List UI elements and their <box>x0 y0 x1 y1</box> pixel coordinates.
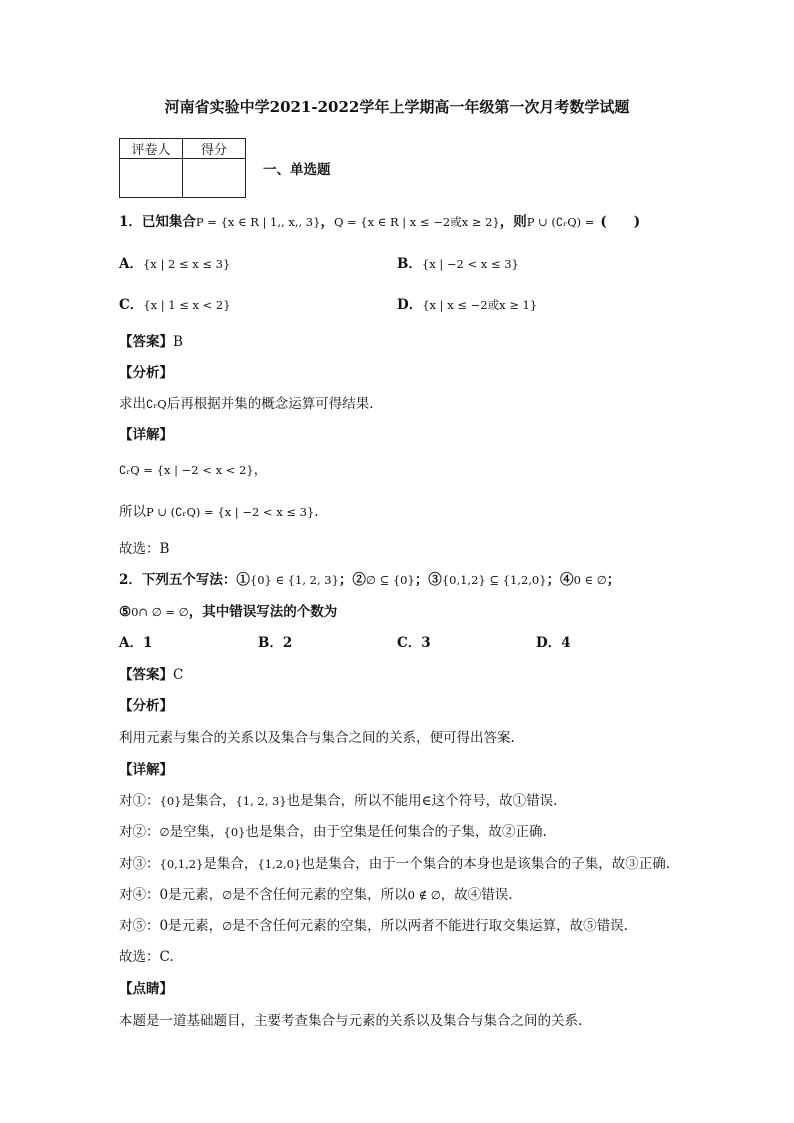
q2-option-d: D．4 <box>536 635 571 651</box>
score-table-score-cell <box>183 159 246 198</box>
q2-detail-line5 <box>119 917 628 935</box>
q1-paren: ( ) <box>600 214 641 230</box>
q2-d5a: 对⑤：0是元素， <box>119 918 223 934</box>
q2-d1m2: {1, 2, 3} <box>235 794 287 808</box>
score-table-score-header: 得分 <box>183 139 246 159</box>
q1-detail1-math: ∁ᵣQ = {x | −2 < x < 2} <box>119 463 254 477</box>
q2-d4c: ，故④错误. <box>440 887 513 903</box>
q1-option-b-label: B． <box>397 256 422 272</box>
score-table <box>119 138 246 198</box>
q1-option-d <box>397 296 537 314</box>
q1-sep: ， <box>320 214 334 230</box>
q2-d2m1: ∅ <box>159 825 170 839</box>
q2-analysis: 利用元素与集合的关系以及集合与集合之间的关系，便可得出答案. <box>119 730 515 746</box>
q2-d1a: 对①： <box>119 793 160 809</box>
q1-analysis <box>119 395 374 413</box>
q2-answer-value: C <box>173 667 184 683</box>
q2-comment-tag: 【点睛】 <box>119 981 173 997</box>
q2-l1b: ；② <box>338 572 366 588</box>
q2-d1m1: {0} <box>159 794 182 808</box>
score-table-reviewer-header: 评卷人 <box>120 139 183 159</box>
q2-line2-pre: ⑤ <box>119 604 132 620</box>
q2-d4m2: 0 ∉ ∅ <box>407 888 441 902</box>
q2-option-b: B．2 <box>258 635 293 651</box>
q1-option-c <box>119 296 231 314</box>
q1-detail-tag: 【详解】 <box>119 427 173 443</box>
q2-l1d: ；④ <box>546 572 574 588</box>
q1-analysis-tag: 【分析】 <box>119 365 173 381</box>
q1-detail2-pre: 所以 <box>119 504 146 520</box>
q1-expr: P ∪ (∁ᵣQ) = <box>526 215 595 229</box>
q1-lead: 1．已知集合 <box>119 214 196 230</box>
section-heading: 一、单选题 <box>263 162 331 178</box>
q2-answer-tag: 【答案】 <box>119 667 173 683</box>
score-table-reviewer-cell <box>120 159 183 198</box>
q2-line2-post: ，其中错误写法的个数为 <box>188 604 338 620</box>
q2-choose: 故选：C. <box>119 949 174 965</box>
q2-detail-line2 <box>119 823 547 841</box>
q1-option-a <box>119 255 230 273</box>
q2-option-a: A．1 <box>119 635 153 651</box>
q1-detail2-post: . <box>314 504 319 520</box>
q2-d5b: 是不含任何元素的空集，所以两者不能进行取交集运算，故⑤错误. <box>232 918 628 934</box>
q1-option-a-math: {x | 2 ≤ x ≤ 3} <box>142 257 231 271</box>
q1-option-d-math: {x | x ≤ −2或x ≥ 1} <box>422 298 538 312</box>
q2-s1: {0} ∈ {1, 2, 3} <box>249 573 339 587</box>
q2-detail-line4 <box>119 886 513 904</box>
q1-set-q: Q = {x ∈ R | x ≤ −2或x ≥ 2} <box>333 215 500 229</box>
q2-s4: 0 ∈ ∅ <box>573 573 607 587</box>
q2-d3m1: {0,1,2} <box>159 857 204 871</box>
q1-answer <box>119 333 183 351</box>
q2-s5: 0∩ ∅ = ∅ <box>131 605 189 619</box>
q2-line1-pre: 2．下列五个写法：① <box>119 572 250 588</box>
q1-analysis-post: 后再根据并集的概念运算可得结果. <box>166 396 374 412</box>
q1-option-a-label: A． <box>119 256 143 272</box>
q1-tail: ，则 <box>499 214 527 230</box>
q2-d2c: 也是集合，由于空集是任何集合的子集，故②正确. <box>245 824 547 840</box>
q2-d1b: 是集合， <box>181 793 236 809</box>
q2-d3a: 对③： <box>119 856 160 872</box>
q2-stem-line1 <box>119 571 620 589</box>
q1-detail-line2 <box>119 503 319 521</box>
q1-detail1-post: ， <box>253 462 268 478</box>
q2-d1c: 也是集合，所以不能用∈这个符号，故①错误. <box>286 793 558 809</box>
q2-analysis-tag: 【分析】 <box>119 698 173 714</box>
q2-d2m2: {0} <box>223 825 246 839</box>
q1-analysis-math: ∁ᵣQ <box>146 397 167 411</box>
q2-detail-line3 <box>119 855 670 873</box>
q1-answer-value: B <box>173 334 183 350</box>
q1-option-c-math: {x | 1 ≤ x < 2} <box>143 298 231 312</box>
page-title: 河南省实验中学2021-2022学年上学期高一年级第一次月考数学试题 <box>164 98 630 116</box>
q2-detail-tag: 【详解】 <box>119 762 173 778</box>
q1-analysis-pre: 求出 <box>119 396 146 412</box>
q1-option-b <box>397 255 519 273</box>
q1-answer-tag: 【答案】 <box>119 334 173 350</box>
q1-option-c-label: C． <box>119 297 144 313</box>
q2-d3m2: {1,2,0} <box>257 857 302 871</box>
q2-d4a: 对④：0是元素， <box>119 887 223 903</box>
q2-d5m1: ∅ <box>222 919 233 933</box>
q1-option-d-label: D． <box>397 297 423 313</box>
q2-answer <box>119 666 183 684</box>
q2-l1c: ；③ <box>414 572 442 588</box>
q2-d2b: 是空集， <box>169 824 224 840</box>
q2-d3b: 是集合， <box>203 856 258 872</box>
q2-detail-line1 <box>119 792 557 810</box>
q1-detail-line1 <box>119 461 267 479</box>
q2-l1e: ； <box>606 572 621 588</box>
q2-s2: ∅ ⊆ {0} <box>365 573 415 587</box>
q2-d2a: 对②： <box>119 824 160 840</box>
q2-stem-line2 <box>119 603 337 621</box>
q1-set-p: P = {x ∈ R | 1,, x,, 3} <box>195 215 321 229</box>
q2-d3c: 也是集合，由于一个集合的本身也是该集合的子集，故③正确. <box>301 856 671 872</box>
q1-detail2-math: P ∪ (∁ᵣQ) = {x | −2 < x ≤ 3} <box>146 505 315 519</box>
q1-choose: 故选：B <box>119 541 170 557</box>
q2-option-c: C．3 <box>397 635 431 651</box>
q1-stem <box>119 213 640 231</box>
q2-s3: {0,1,2} ⊆ {1,2,0} <box>441 573 547 587</box>
q2-d4m1: ∅ <box>222 888 233 902</box>
q1-option-b-math: {x | −2 < x ≤ 3} <box>421 257 519 271</box>
q2-d4b: 是不含任何元素的空集，所以 <box>232 887 408 903</box>
q2-comment: 本题是一道基础题目，主要考查集合与元素的关系以及集合与集合之间的关系. <box>119 1013 583 1029</box>
